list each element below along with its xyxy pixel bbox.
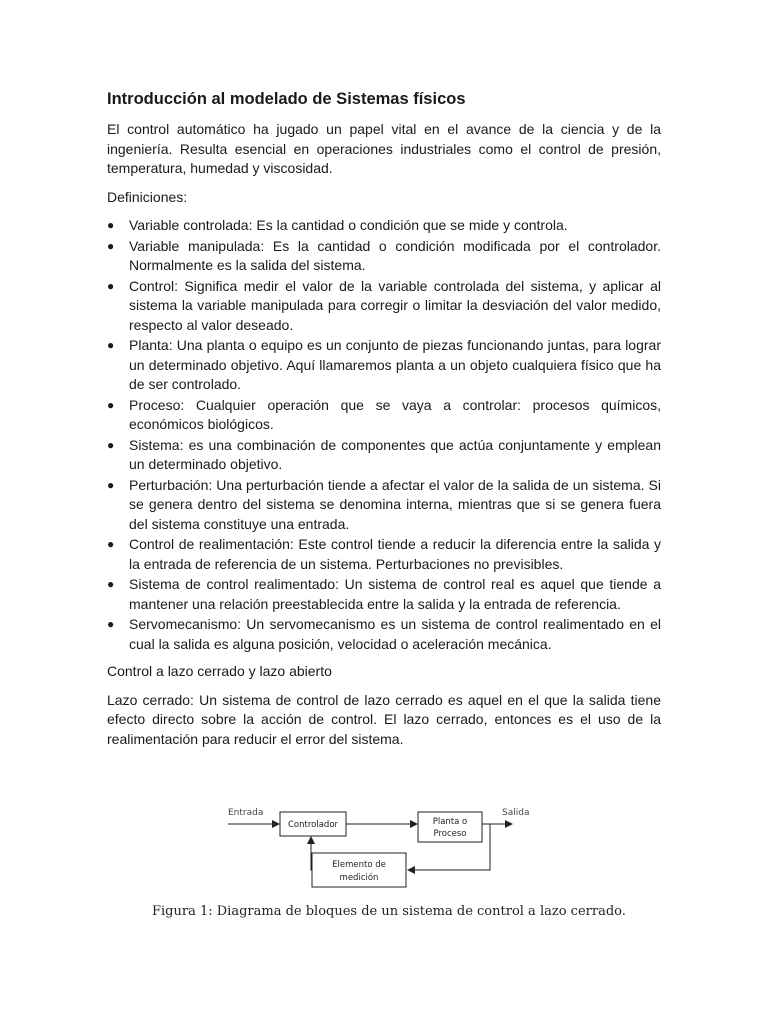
list-item: ● Variable manipulada: Es la cantidad o condición modificada por el controlador. Normalmente es la salida del sistema. (107, 237, 661, 273)
bullet-icon: ● (107, 238, 115, 253)
list-item: ● Variable controlada: Es la cantidad o condición que se mide y controla. (107, 216, 661, 236)
bullet-icon: ● (107, 397, 115, 412)
bullet-icon: ● (107, 477, 115, 492)
diagram-output-label: Salida (502, 808, 530, 818)
list-item: ● Sistema de control realimentado: Un sistema de control real es aquel que tiende a mantener una relación preestablecida entre la salida y la entrada de referencia. (107, 576, 661, 612)
document-page (107, 88, 661, 758)
definitions-list (107, 216, 661, 654)
closed-loop-paragraph: Lazo cerrado: Un sistema de control de lazo cerrado es aquel en el que la salida tiene efecto directo sobre la acción de control. El lazo cerrado, entonces es el uso de la realimentación para reducir el error del sistema. (107, 691, 661, 747)
plant-label-line1: Planta o (432, 817, 468, 827)
intro-paragraph: El control automático ha jugado un papel vital en el avance de la ciencia y de la ingeniería. Resulta esencial en operaciones industriales como el control de presión, temperatura, humedad y viscosidad. (107, 121, 661, 176)
bullet-icon: ● (107, 537, 115, 551)
diagram-input-label: Entrada (228, 808, 264, 818)
list-item: ● Planta: Una planta o equipo es un conjunto de piezas funcionando juntas, para lograr un determinado objetivo. Aquí llamaremos planta a un objeto cualquiera físico que ha de ser controlado. (107, 337, 661, 392)
controller-label: Controlador (287, 820, 339, 830)
loop-heading: Control a lazo cerrado y lazo abierto (107, 663, 332, 679)
document-title: Introducción al modelado de Sistemas físicos (107, 90, 466, 108)
bullet-icon: ● (107, 617, 115, 631)
definitions-heading: Definiciones: (107, 188, 188, 205)
list-item: ● Proceso: Cualquier operación que se vaya a controlar: procesos químicos, económicos biológicos. (107, 396, 661, 432)
measurement-label-line1: Elemento de (332, 860, 386, 870)
bullet-icon: ● (107, 338, 115, 352)
bullet-icon: ● (107, 278, 115, 293)
figure-caption: Figura 1: Diagrama de bloques de un sistema de control a lazo cerrado. (152, 904, 626, 919)
bullet-icon: ● (107, 437, 115, 452)
bullet-icon: ● (107, 577, 115, 591)
bullet-icon: ● (107, 218, 115, 232)
list-item: ● Sistema: es una combinación de componentes que actúa conjuntamente y emplean un determinado objetivo. (107, 436, 661, 472)
plant-label-line2: Proceso (433, 829, 467, 839)
list-item: ● Perturbación: Una perturbación tiende a afectar el valor de la salida de un sistema. Si se genera dentro del sistema se denomina interna, mientras que si se genera fuera del sistema constituye una entrada. (107, 476, 661, 532)
list-item: ● Servomecanismo: Un servomecanismo es un sistema de control realimentado en el cual la salida es alguna posición, velocidad o aceleración mecánica. (107, 616, 661, 652)
list-item: ● Control de realimentación: Este control tiende a reducir la diferencia entre la salida y la entrada de referencia de un sistema. Perturbaciones no previsibles. (107, 536, 661, 572)
measurement-label-line2: medición (339, 873, 379, 883)
list-item: ● Control: Significa medir el valor de la variable controlada del sistema, y aplicar al sistema la variable manipulada para corregir o limitar la desviación del valor medido, respecto al valor deseado. (107, 277, 661, 333)
